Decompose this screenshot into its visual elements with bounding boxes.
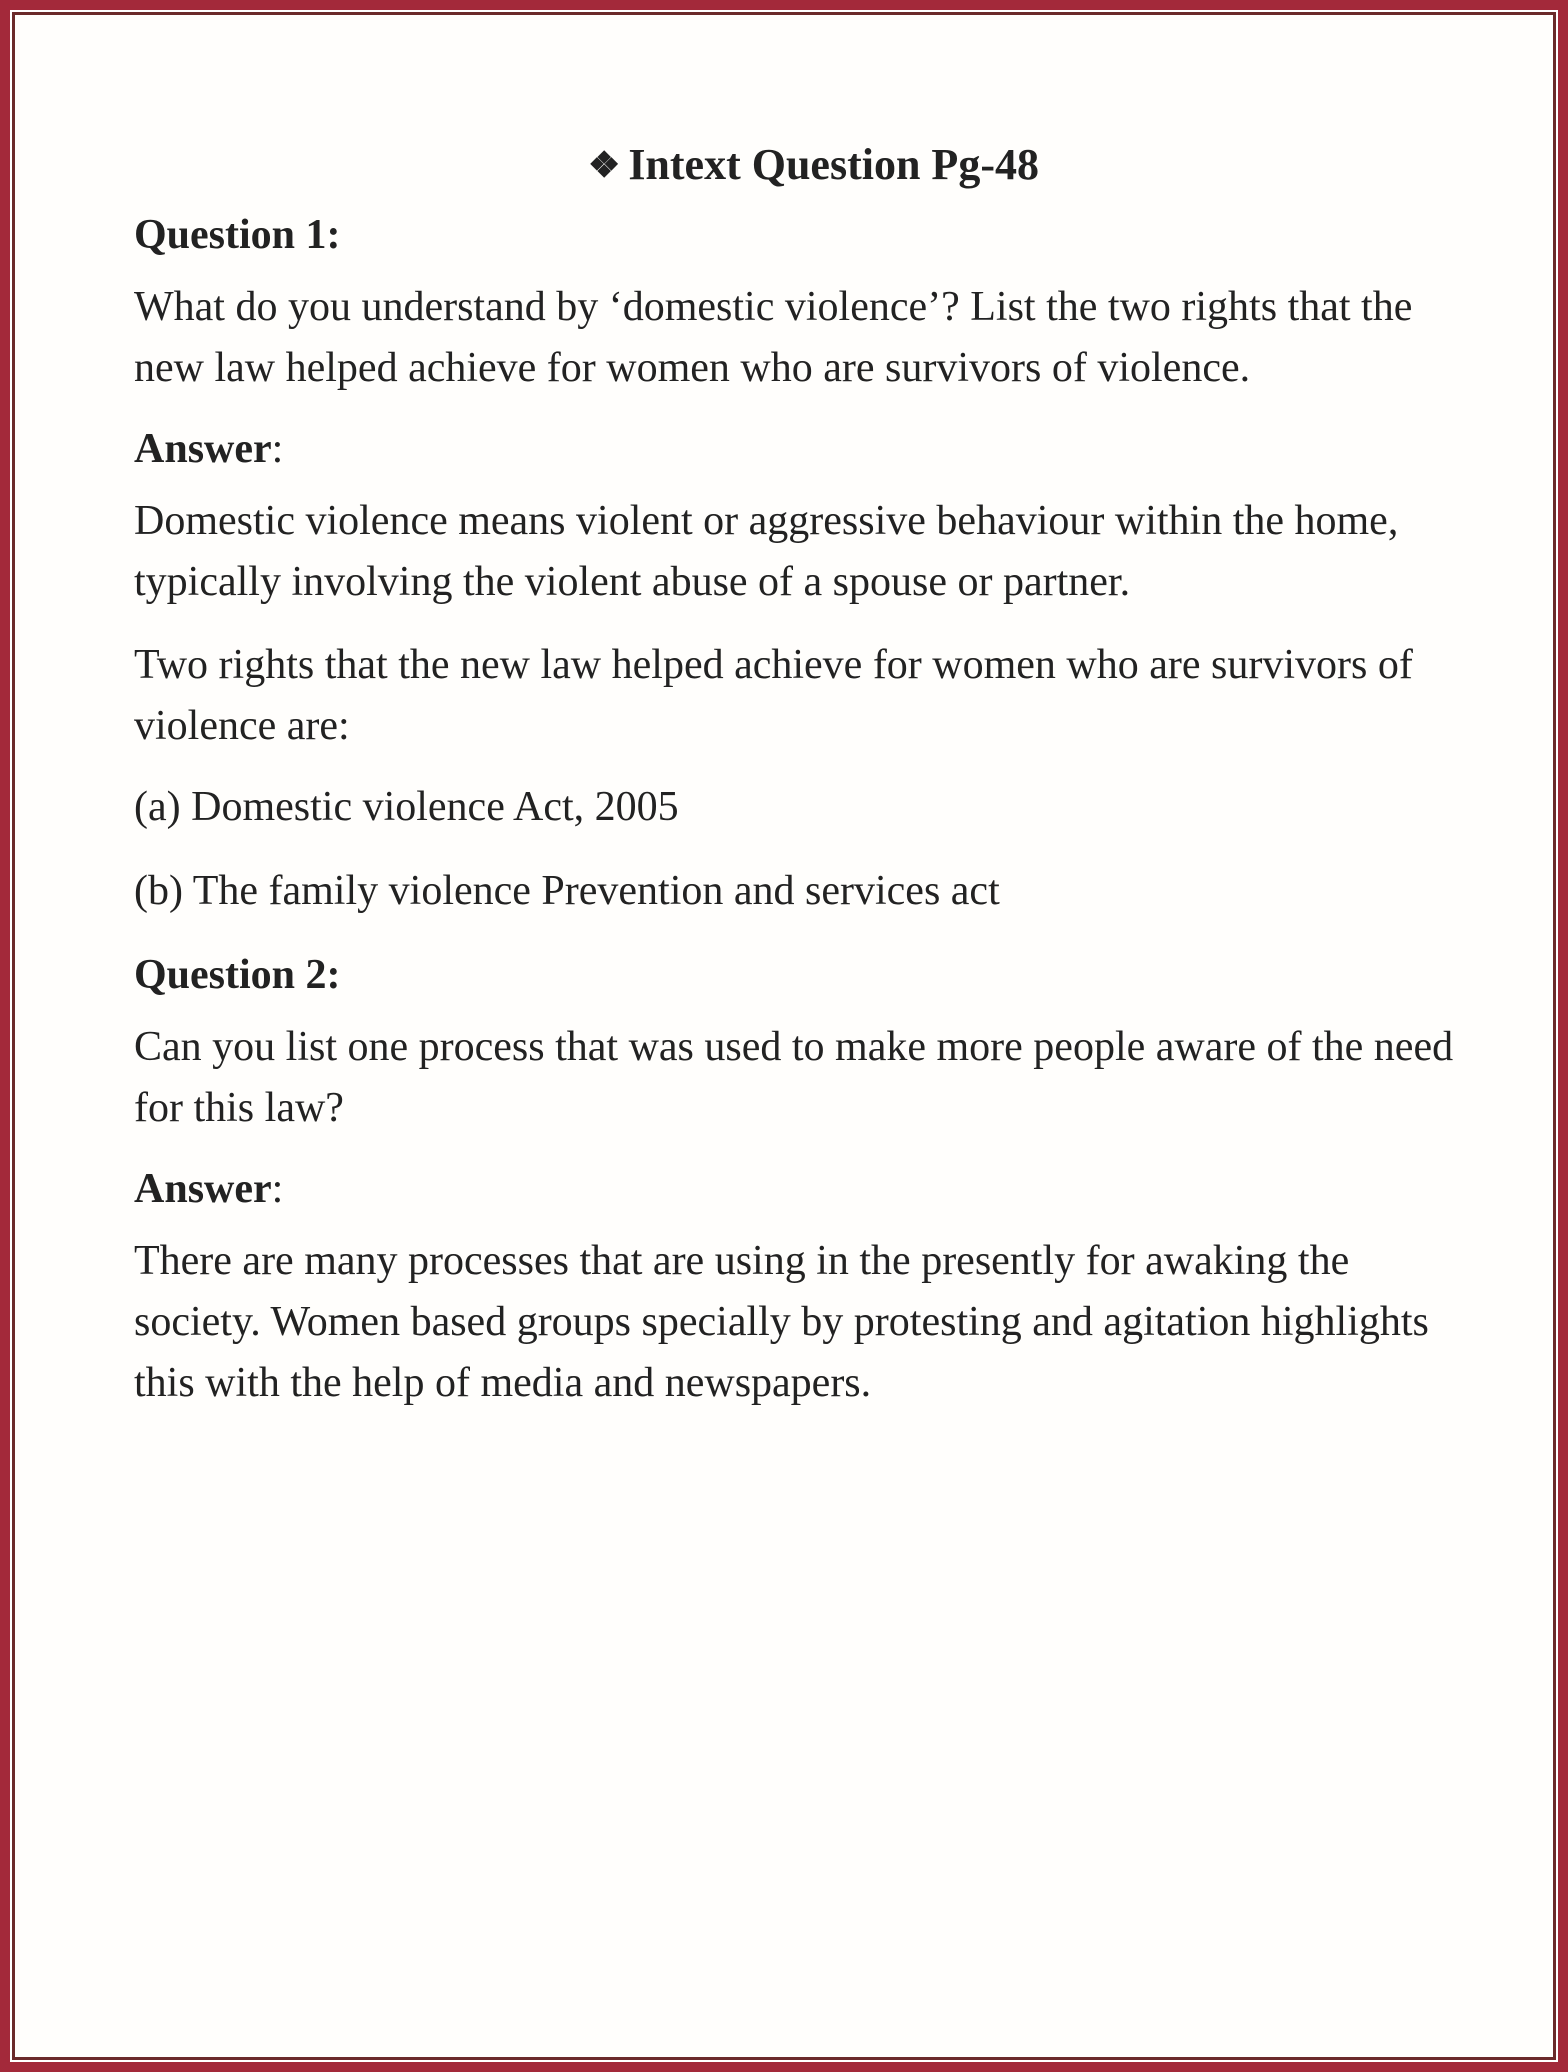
question-block-2 [134,947,1473,1414]
question-text: What do you understand by ‘domestic violence’? List the two rights that the new law helped achieve for women who are survivors of violence. [134,284,1413,391]
answer-label-text: Answer [134,426,272,472]
answer-label [134,421,1473,477]
question-text: Can you list one process that was used to make more people aware of the need for this law? [134,1024,1454,1131]
answer-label-text: Answer [134,1166,272,1212]
answer-list-item: (b) The family violence Prevention and services act [134,868,1000,914]
answer-list-item: (a) Domestic violence Act, 2005 [134,784,679,830]
document-content [134,137,1473,1436]
frame-gap [10,10,1558,2062]
heading-title: Intext Question Pg-48 [628,140,1039,189]
document-frame [12,12,1556,2060]
answer-label-colon: : [271,426,284,472]
page-heading [134,137,1473,193]
answer-paragraph: There are many processes that are using in the presently for awaking the society. Women based groups specially by protesting and agitation highlights this with the help of media and newspapers. [134,1238,1429,1406]
diamond-bullet-icon: ❖ [588,145,621,185]
answer-label-colon: : [271,1166,284,1212]
answer-paragraph: Two rights that the new law helped achieve for women who are survivors of violence are: [134,642,1413,749]
answer-label [134,1161,1473,1217]
question-block-1 [134,207,1473,919]
answer-paragraph: Domestic violence means violent or aggressive behaviour within the home, typically involving the violent abuse of a spouse or partner. [134,498,1399,605]
question-label: Question 2: [134,952,341,998]
question-label: Question 1: [134,212,341,258]
